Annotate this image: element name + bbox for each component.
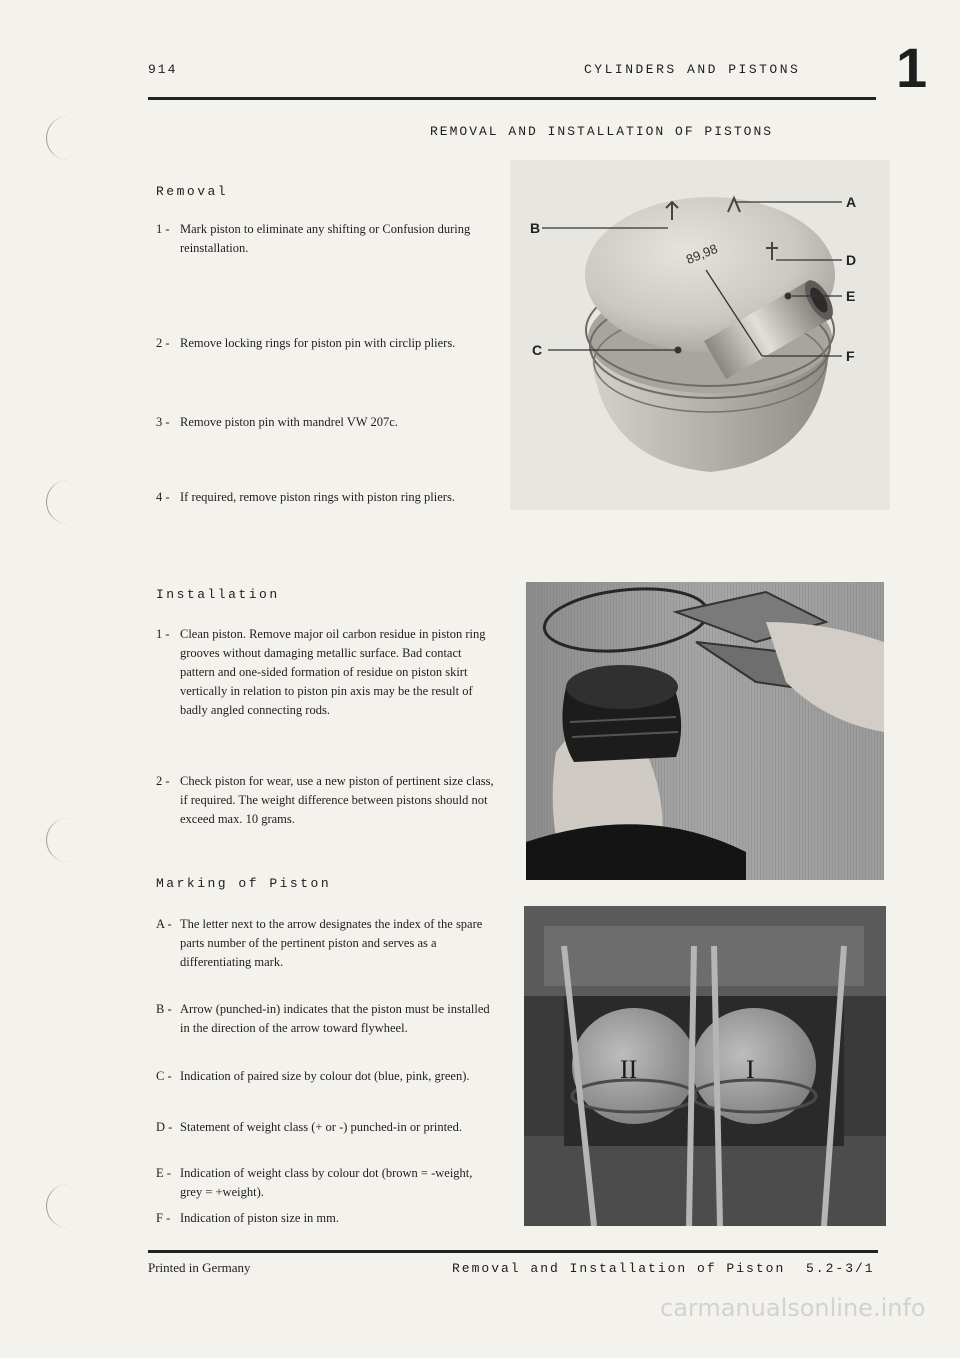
piston-number-left: II (620, 1055, 638, 1084)
step-number: 2 - (156, 774, 170, 788)
figure-piston-markings (510, 160, 890, 510)
step-number: 3 - (156, 415, 170, 429)
model-number: 914 (148, 62, 178, 77)
item-letter: C - (156, 1069, 172, 1083)
site-watermark: carmanualsonline.info (660, 1294, 926, 1322)
step-number: 1 - (156, 627, 170, 641)
binder-hole (46, 1184, 69, 1228)
item-text: Indication of paired size by colour dot (blue, pink, green). (180, 1069, 470, 1083)
footer-rule (148, 1250, 878, 1253)
marking-item (156, 1118, 501, 1137)
step-text: Remove locking rings for piston pin with circlip pliers. (180, 336, 456, 350)
piston-illustration (510, 160, 890, 510)
printed-in: Printed in Germany (148, 1260, 251, 1275)
chapter-title: CYLINDERS AND PISTONS (584, 62, 801, 77)
item-letter: B - (156, 1002, 172, 1016)
page-number: 5.2-3/1 (806, 1261, 875, 1276)
callout-label-e: E (846, 288, 856, 304)
marking-item (156, 1067, 494, 1086)
step-number: 1 - (156, 222, 170, 236)
section-heading-removal: Removal (156, 184, 229, 199)
installation-step (156, 772, 494, 829)
step-text: Mark piston to eliminate any shifting or Confusion during reinstallation. (180, 222, 471, 255)
callout-label-c: C (532, 342, 543, 358)
step-text: Clean piston. Remove major oil carbon residue in piston ring grooves without damaging metallic surface. Bad contact pattern and one-sided formation of residue on piston skirt vertically in relation to piston pin axis may be the result of badly angled connecting rods. (180, 627, 486, 717)
installed-pistons-photo (524, 906, 886, 1226)
item-text: Indication of piston size in mm. (180, 1211, 340, 1225)
callout-label-b: B (530, 220, 541, 236)
removal-step (156, 334, 486, 353)
step-number: 2 - (156, 336, 170, 350)
footer-title: Removal and Installation of Piston (452, 1261, 786, 1276)
section-heading-installation: Installation (156, 587, 280, 602)
item-letter: A - (156, 917, 172, 931)
binder-hole (46, 116, 69, 160)
removal-step (156, 413, 501, 432)
installation-step (156, 625, 494, 720)
section-heading-marking: Marking of Piston (156, 876, 332, 891)
item-text: The letter next to the arrow designates the index of the spare parts number of the pertinent piston and serves as a differentiating mark. (180, 917, 483, 969)
crown-marking-text: 89,98 (683, 240, 720, 267)
header-rule (148, 97, 876, 100)
callout-label-f: F (846, 348, 855, 364)
item-letter: E - (156, 1166, 171, 1180)
item-text: Statement of weight class (+ or -) punched-in or printed. (180, 1120, 462, 1134)
item-text: Arrow (punched-in) indicates that the piston must be installed in the direction of the arrow toward flywheel. (180, 1002, 490, 1035)
removal-step (156, 488, 486, 507)
marking-item (156, 1000, 501, 1038)
item-letter: D - (156, 1120, 173, 1134)
item-text: Indication of weight class by colour dot (brown = -weight, grey = +weight). (180, 1166, 473, 1199)
figure-piston-ring-pliers (526, 582, 884, 880)
figure-installed-pistons (524, 906, 886, 1226)
item-letter: F - (156, 1211, 171, 1225)
removal-step (156, 220, 486, 258)
piston-number-right: I (746, 1055, 755, 1084)
step-text: If required, remove piston rings with piston ring pliers. (180, 490, 455, 504)
binder-hole (46, 818, 69, 862)
step-text: Check piston for wear, use a new piston of pertinent size class, if required. The weight difference between pistons should not exceed max. 10 grams. (180, 774, 494, 826)
callout-label-a: A (846, 194, 857, 210)
marking-item (156, 915, 494, 972)
step-text: Remove piston pin with mandrel VW 207c. (180, 415, 398, 429)
binder-hole (46, 480, 69, 524)
chapter-number: 1 (896, 36, 928, 99)
ring-pliers-photo (526, 582, 884, 880)
step-number: 4 - (156, 490, 170, 504)
marking-item (156, 1209, 494, 1228)
marking-item (156, 1164, 494, 1202)
page-subtitle: REMOVAL AND INSTALLATION OF PISTONS (430, 124, 774, 139)
callout-label-d: D (846, 252, 857, 268)
